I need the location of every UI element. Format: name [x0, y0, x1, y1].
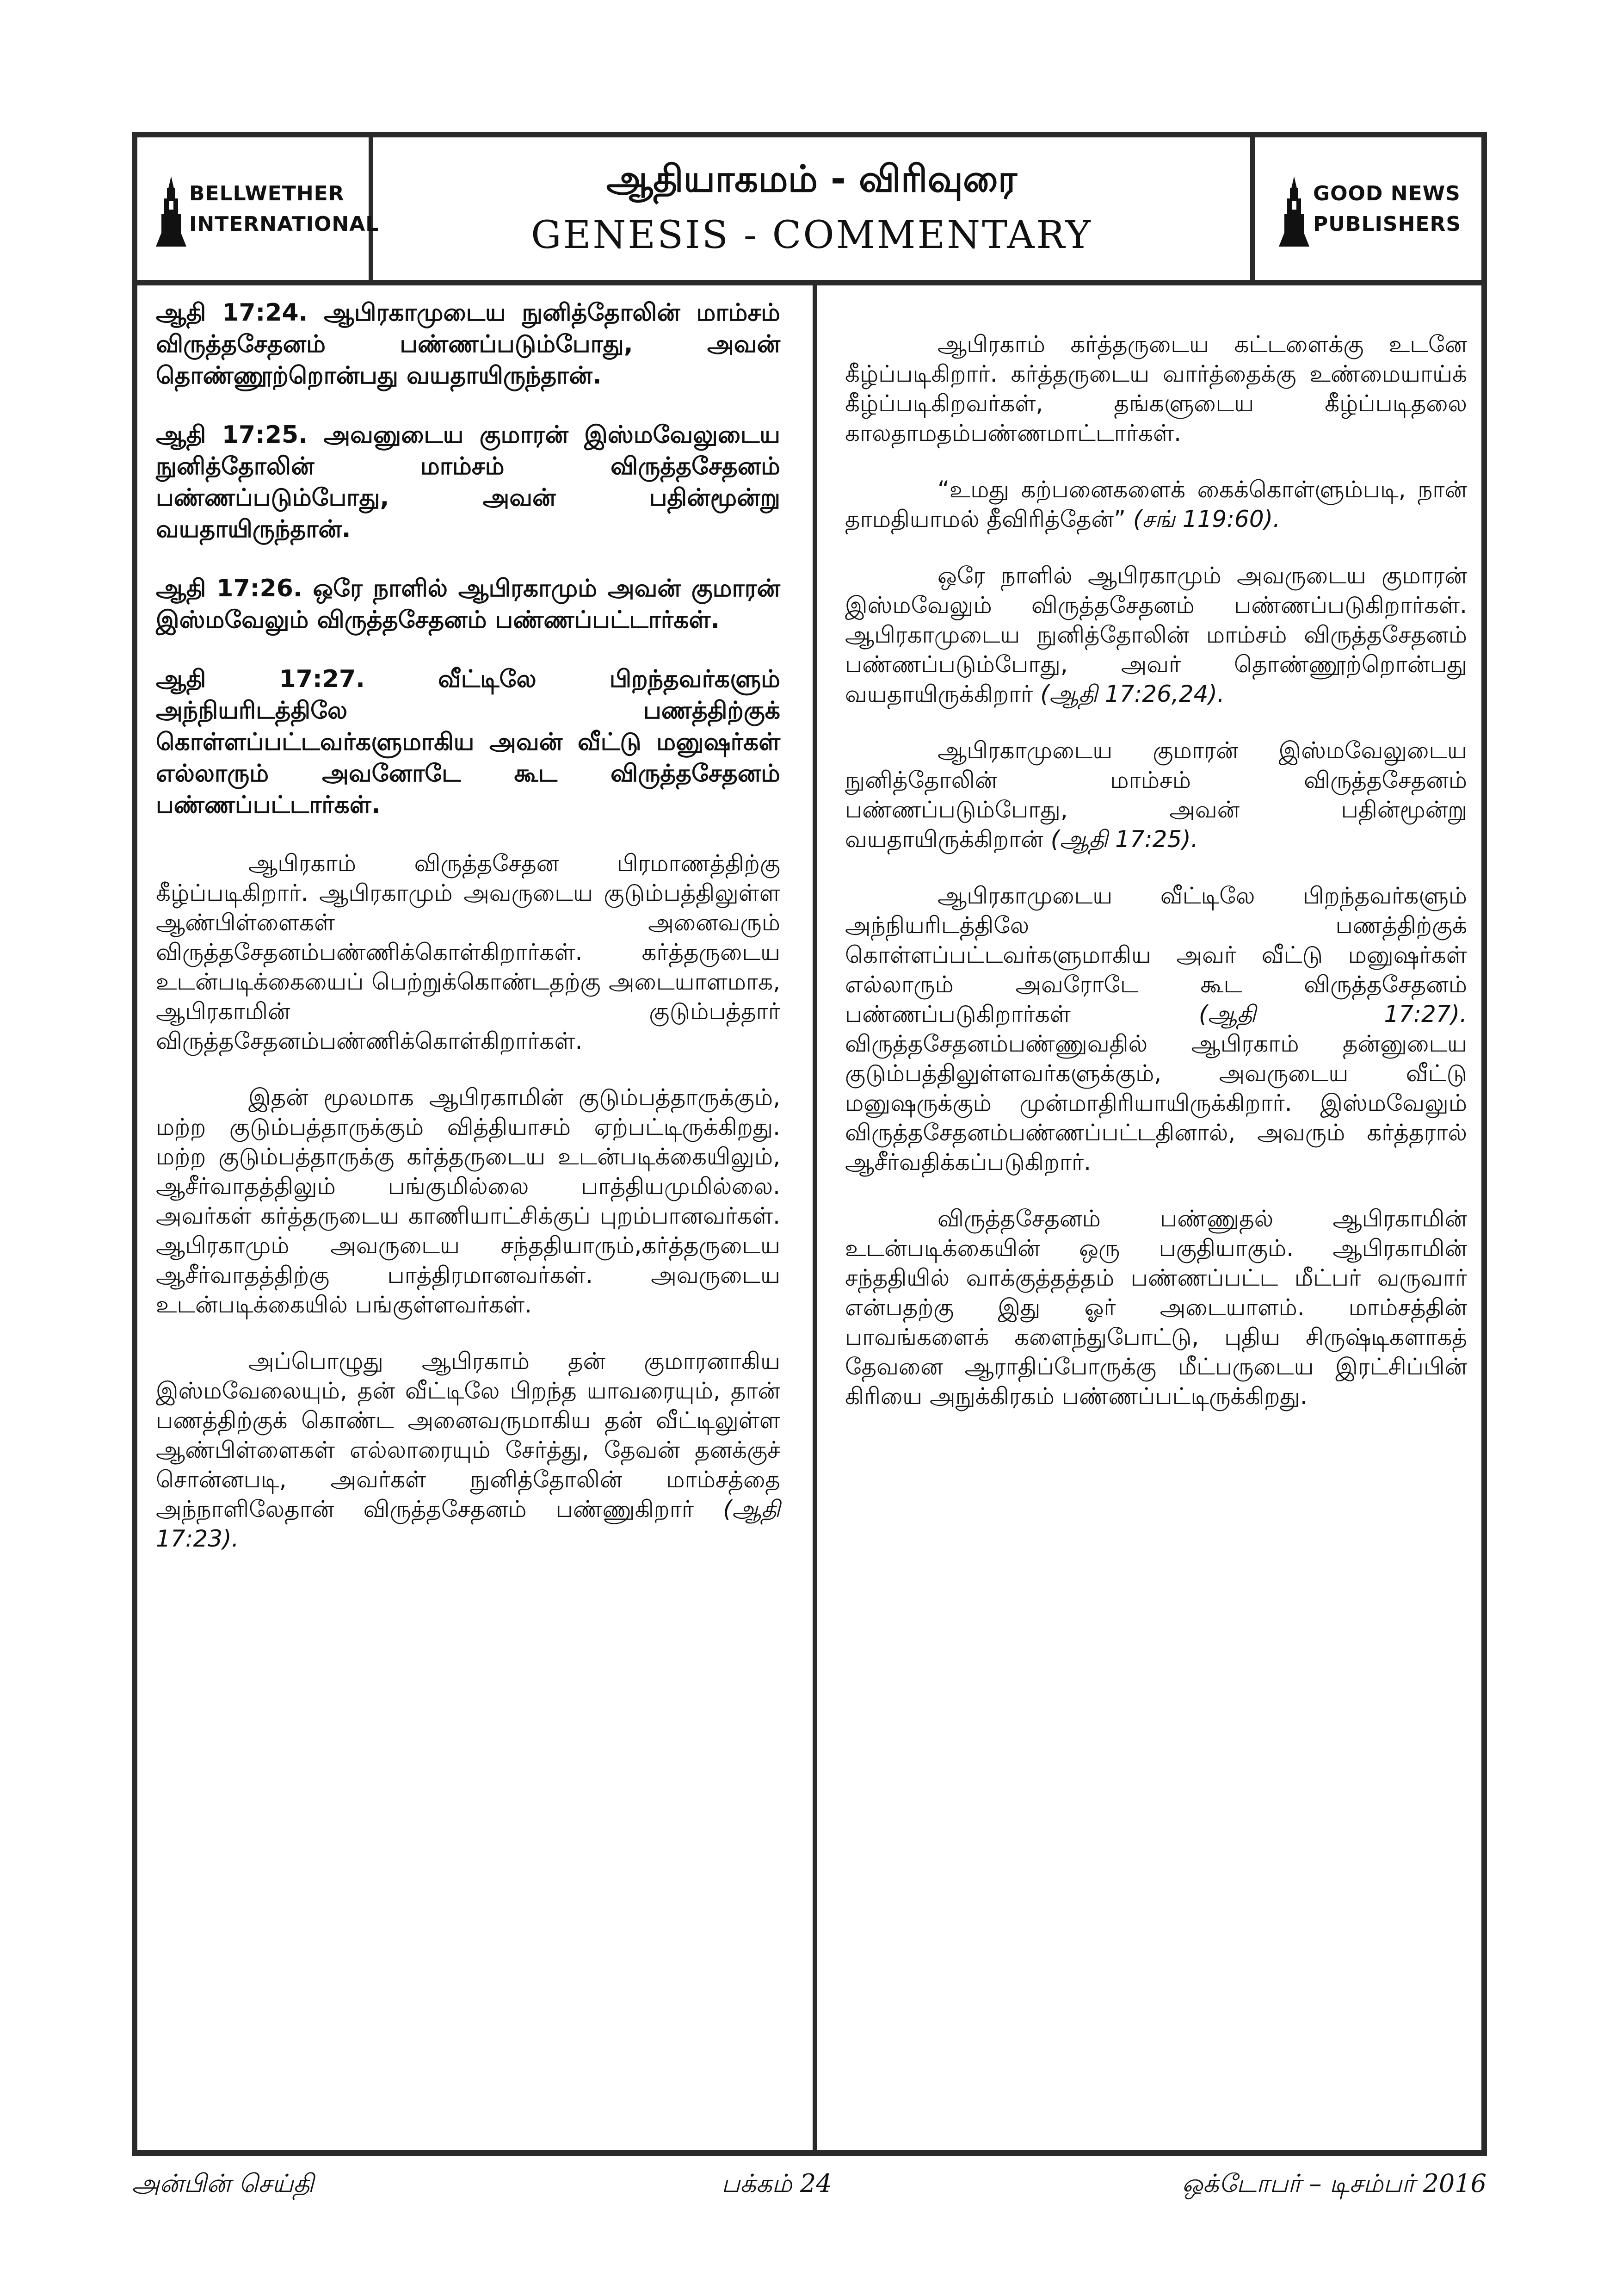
- commentary-paragraph: [845, 881, 1467, 1177]
- title-english: GENESIS - COMMENTARY: [531, 213, 1092, 257]
- logo-text-line2: INTERNATIONAL: [189, 212, 379, 236]
- logo-text-line1: BELLWETHER: [189, 182, 345, 205]
- paragraph-text: அப்பொழுது ஆபிரகாம் தன் குமாரனாகிய இஸ்மவேலையும், தன் வீட்டிலே பிறந்த யாவரையும், தான் பணத்திற்குக் கொண்ட அனைவருமாகிய தன் வீட்டிலுள்ள ஆண்பிள்ளைகள் எல்லாரையும் சேர்த்து, தேவன் தனக்குச் சொன்னபடி, அவர்கள் நுனித்தோலின் மாம்சத்தை அந்நாளிலேதான் விருத்தசேதனம் பண்ணுகிறார்: [156, 1348, 780, 1522]
- verse-17-26: ஆதி 17:26. ஒரே நாளில் ஆபிரகாமும் அவன் குமாரன் இஸ்மவேலும் விருத்தசேதனம் பண்ணப்பட்டார்கள்.: [156, 575, 780, 634]
- good-news-logo: [1278, 174, 1472, 248]
- right-column: [845, 297, 1467, 1438]
- left-column: [156, 297, 780, 1580]
- commentary-paragraph: இதன் மூலமாக ஆபிரகாமின் குடும்பத்தாருக்கும், மற்ற குடும்பத்தாருக்கும் வித்தியாசம் ஏற்பட்டிருக்கிறது. மற்ற குடும்பத்தாருக்கு கர்த்தருடைய உடன்படிக்கையிலும், ஆசீர்வாதத்திலும் பங்குமில்லை பாத்தியமுமில்லை. அவர்கள் கர்த்தருடைய காணியாட்சிக்குப் புறம்பானவர்கள். ஆபிரகாமும் அவருடைய சந்ததியாரும்,கர்த்தருடைய ஆசீர்வாதத்திற்கு பாத்திரமானவர்கள். அவருடைய உடன்படிக்கையில் பங்குள்ளவர்கள்.: [156, 1084, 780, 1318]
- footer-page-number: பக்கம் 24: [722, 2169, 832, 2198]
- footer-magazine-name: அன்பின் செய்தி: [132, 2169, 314, 2198]
- scripture-reference: (ஆதி 17:27).: [1198, 1001, 1467, 1027]
- paragraph-text: விருத்தசேதனம்பண்ணுவதில் ஆபிரகாம் தன்னுடைய குடும்பத்திலுள்ளவர்களுக்கும், அவருடைய வீட்டு மனுஷருக்கும் முன்மாதிரியாயிருக்கிறார். இஸ்மவேலும் விருத்தசேதனம்பண்ணப்பட்டதினால், அவரும் கர்த்தரால் ஆசீர்வதிக்கப்படுகிறார்.: [845, 1030, 1467, 1176]
- quote-text: “உமது கற்பனைகளைக் கைக்கொள்ளும்படி, நான் தாமதியாமல் தீவிரித்தேன்”: [845, 476, 1467, 532]
- header: [137, 137, 1481, 285]
- commentary-paragraph: [845, 561, 1467, 709]
- verse-17-27: ஆதி 17:27. வீட்டிலே பிறந்தவர்களும் அந்நியரிடத்திலே பணத்திற்குக் கொள்ளப்பட்டவர்களுமாகிய அவன் வீட்டு மனுஷர்கள் எல்லாரும் அவனோடே கூட விருத்தசேதனம் பண்ணப்பட்டார்கள்.: [156, 665, 780, 819]
- commentary-paragraph: [845, 736, 1467, 854]
- scripture-reference: (ஆதி 17:26,24).: [1040, 681, 1225, 707]
- paragraph-text: ஒரே நாளில் ஆபிரகாமும் அவருடைய குமாரன் இஸ்மவேலும் விருத்தசேதனம் பண்ணப்படுகிறார்கள். ஆபிரகாமுடைய நுனித்தோலின் மாம்சம் விருத்தசேதனம் பண்ணப்படும்போது, அவர் தொண்ணூற்றொன்பது வயதாயிருக்கிறார்: [845, 562, 1467, 707]
- scripture-reference: (ஆதி 17:25).: [1050, 826, 1198, 853]
- commentary-paragraph: [156, 1346, 780, 1553]
- footer-issue-date: ஒக்டோபர் – டிசம்பர் 2016: [1182, 2169, 1486, 2198]
- paragraph-text: ஆபிரகாமுடைய குமாரன் இஸ்மவேலுடைய நுனித்தோலின் மாம்சம் விருத்தசேதனம் பண்ணப்படும்போது, அவன் பதின்மூன்று வயதாயிருக்கிறான்: [845, 737, 1467, 853]
- verse-17-24: ஆதி 17:24. ஆபிரகாமுடைய நுனித்தோலின் மாம்சம் விருத்தசேதனம் பண்ணப்படும்போது, அவன் தொண்ணூற்றொன்பது வயதாயிருந்தான்.: [156, 299, 780, 390]
- bell-tower-icon: [1278, 174, 1310, 248]
- scripture-reference: (சங் 119:60).: [1133, 506, 1281, 532]
- title-tamil: ஆதியாகமம் - விரிவுரை: [606, 157, 1018, 200]
- scripture-reference: (ஆதி 17:23).: [156, 1496, 780, 1552]
- commentary-paragraph: விருத்தசேதனம் பண்ணுதல் ஆபிரகாமின் உடன்படிக்கையின் ஒரு பகுதியாகும். ஆபிரகாமின் சந்ததியில் வாக்குத்தத்தம் பண்ணப்பட்ட மீட்பர் வருவார் என்பதற்கு இது ஓர் அடையாளம். மாம்சத்தின் பாவங்களைக் களைந்துபோட்டு, புதிய சிருஷ்டிகளாகத் தேவனை ஆராதிப்போருக்கு மீட்பருடைய இரட்சிப்பின் கிரியை அநுக்கிரகம் பண்ணப்பட்டிருக்கிறது.: [845, 1205, 1467, 1410]
- verse-17-25: ஆதி 17:25. அவனுடைய குமாரன் இஸ்மவேலுடைய நுனித்தோலின் மாம்சம் விருத்தசேதனம் பண்ணப்படும்போது, அவன் பதின்மூன்று வயதாயிருந்தான்.: [156, 421, 780, 543]
- publisher-logo-right: [1250, 137, 1481, 280]
- quote-paragraph: [845, 475, 1467, 534]
- publisher-logo-left: [137, 137, 379, 280]
- bell-tower-icon: [155, 174, 187, 248]
- column-divider: [813, 285, 817, 2150]
- page-frame: [132, 132, 1487, 2156]
- header-title-block: [373, 137, 1250, 280]
- paragraph-text: ஆபிரகாமுடைய வீட்டிலே பிறந்தவர்களும் அந்நியரிடத்திலே பணத்திற்குக் கொள்ளப்பட்டவர்களுமாகிய அவர் வீட்டு மனுஷர்கள் எல்லாரும் அவரோடே கூட விருத்தசேதனம் பண்ணப்படுகிறார்கள்: [845, 882, 1467, 1027]
- commentary-paragraph: ஆபிரகாம் கர்த்தருடைய கட்டளைக்கு உடனே கீழ்ப்படிகிறார். கர்த்தருடைய வார்த்தைக்கு உண்மையாய்க் கீழ்ப்படிகிறவர்கள், தங்களுடைய கீழ்ப்படிதலை காலதாமதம்பண்ணமாட்டார்கள்.: [845, 331, 1467, 446]
- commentary-paragraph: ஆபிரகாம் விருத்தசேதன பிரமாணத்திற்கு கீழ்ப்படிகிறார். ஆபிரகாமும் அவருடைய குடும்பத்திலுள்ள ஆண்பிள்ளைகள் அனைவரும் விருத்தசேதனம்பண்ணிக்கொள்கிறார்கள். கர்த்தருடைய உடன்படிக்கையைப் பெற்றுக்கொண்டதற்கு அடையாளமாக, ஆபிரகாமின் குடும்பத்தார் விருத்தசேதனம்பண்ணிக்கொள்கிறார்கள்.: [156, 850, 780, 1054]
- logo-text-line2: PUBLISHERS: [1313, 212, 1462, 236]
- logo-text-line1: GOOD NEWS: [1313, 182, 1461, 205]
- bellwether-logo: [155, 174, 379, 248]
